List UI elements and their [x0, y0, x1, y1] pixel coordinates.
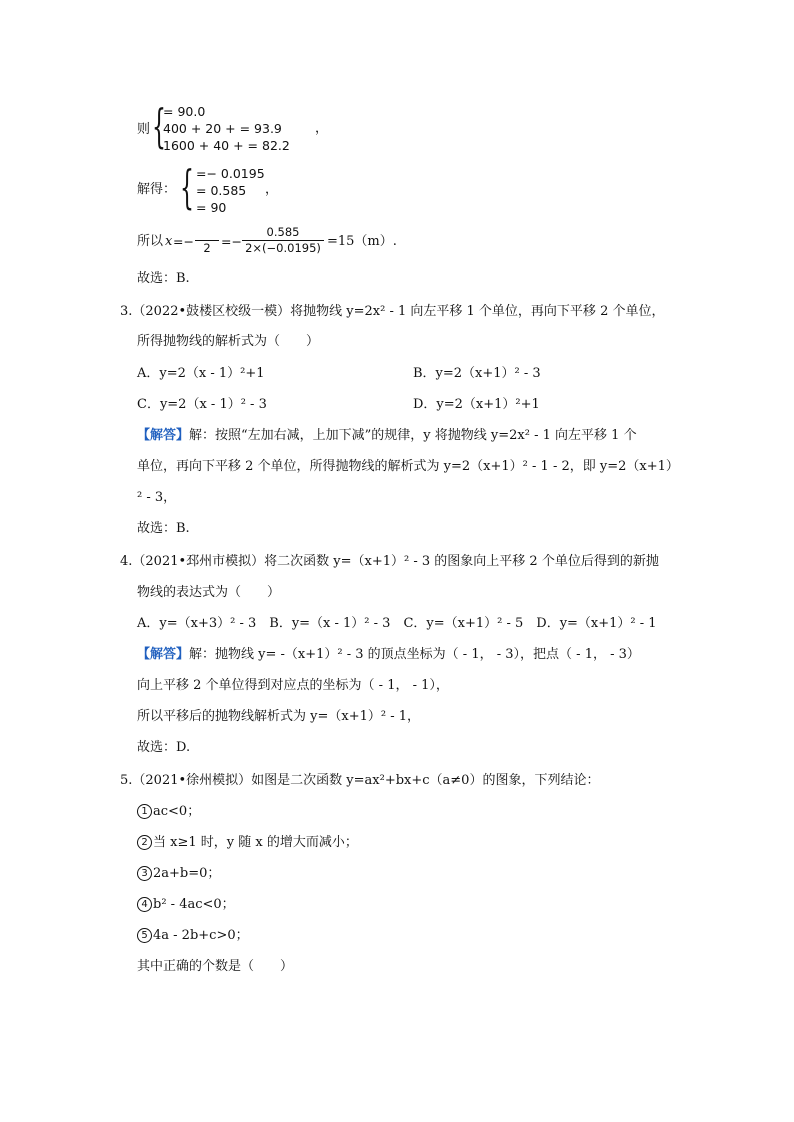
circled-number-3: 3 — [137, 866, 152, 881]
choose-answer-2: 故选：B. — [137, 271, 190, 286]
q4-options: A．y=（x+3）² - 3 B．y=（x - 1）² - 3 C．y=（x+1）² - 5 D．y=（x+1）² - 1 — [137, 616, 657, 631]
system2-prefix: 解得： — [137, 182, 177, 197]
solution-fraction-1 — [195, 225, 219, 256]
q5-item-4 — [137, 896, 235, 914]
circled-number-1: 1 — [137, 804, 152, 819]
q5-item-1-text: ac<0； — [153, 804, 201, 819]
solution-fraction-2 — [242, 225, 324, 256]
q3-answer-line-2: 单位，再向下平移 2 个单位，所得抛物线的解析式为 y=2（x+1）² - 1 - 2，即 y=2（x+1） — [137, 459, 679, 474]
q5-item-3 — [137, 865, 220, 883]
system2-row-3: = 90 — [196, 200, 227, 215]
system2-tail: ， — [265, 182, 279, 197]
circled-number-2: 2 — [137, 835, 152, 850]
system1-prefix: 则 — [137, 122, 151, 137]
q5-item-1 — [137, 803, 200, 821]
solution-fraction-1-den: 2 — [203, 241, 211, 255]
system1-row-1: = 90.0 — [163, 104, 206, 119]
q3-line-2: 所得抛物线的解析式为（ ） — [137, 334, 320, 349]
q5-item-3-text: 2a+b=0； — [153, 866, 221, 881]
q4-answer-tag: 【解答】 — [137, 647, 190, 662]
system1-row-2: 400 + 20 + = 93.9 — [163, 121, 282, 136]
q3-option-c: C．y=2（x - 1）² - 3 — [137, 397, 267, 412]
q3-option-b: B．y=2（x+1）² - 3 — [413, 366, 541, 381]
system1-row-3: 1600 + 40 + = 82.2 — [163, 138, 290, 153]
system2-brace: { — [180, 159, 195, 215]
q5-item-2-text: 当 x≥1 时，y 随 x 的增大而减小； — [153, 835, 358, 850]
q3-option-d: D．y=2（x+1）²+1 — [413, 397, 540, 412]
solution-eq2: =− — [221, 234, 242, 249]
q3-answer-line-1 — [137, 427, 637, 445]
q3-answer-tag: 【解答】 — [137, 428, 190, 443]
q3-answer-line-3: ² - 3， — [137, 490, 177, 505]
q4-line-2: 物线的表达式为（ ） — [137, 585, 281, 600]
q5-line-1: 5.（2021•徐州模拟）如图是二次函数 y=ax²+bx+c（a≠0）的图象，下列结论： — [120, 773, 600, 788]
circled-number-4: 4 — [137, 897, 152, 912]
q4-answer-line-2: 向上平移 2 个单位得到对应点的坐标为（ - 1， - 1）， — [137, 678, 449, 693]
system1-tail: ， — [315, 121, 329, 136]
q5-item-5-text: 4a - 2b+c>0； — [153, 928, 249, 943]
solution-fraction-2-num: 0.585 — [242, 225, 324, 241]
q5-question: 其中正确的个数是（ ） — [137, 959, 294, 974]
system2-row-2: = 0.585 — [196, 183, 247, 198]
circled-number-5: 5 — [137, 928, 152, 943]
solution-fraction-2-den: 2×(−0.0195) — [245, 241, 321, 255]
q5-item-5 — [137, 927, 249, 945]
q3-choose: 故选：B. — [137, 521, 190, 536]
solution-result: =15（m）. — [327, 234, 397, 249]
q3-answer-text-1: 解：按照“左加右减，上加下减”的规律，y 将抛物线 y=2x² - 1 向左平移 1 个 — [189, 428, 637, 443]
solution-eq1: =− — [173, 234, 194, 249]
q3-line-1: 3.（2022•鼓楼区校级一模）将抛物线 y=2x² - 1 向左平移 1 个单位，再向下平移 2 个单位， — [120, 304, 665, 319]
q4-answer-line-3: 所以平移后的抛物线解析式为 y=（x+1）² - 1， — [137, 709, 421, 724]
q4-choose: 故选：D. — [137, 740, 191, 755]
solution-variable: x — [165, 234, 173, 249]
q5-item-2 — [137, 834, 358, 852]
system1-brace: { — [152, 98, 167, 154]
q4-line-1: 4.（2021•邳州市模拟）将二次函数 y=（x+1）² - 3 的图象向上平移 2 个单位后得到的新抛 — [120, 554, 659, 569]
q5-item-4-text: b² - 4ac<0； — [153, 897, 235, 912]
q3-option-a: A．y=2（x - 1）²+1 — [137, 366, 265, 381]
q4-answer-line-1 — [137, 646, 640, 664]
q4-answer-text-1: 解：抛物线 y= -（x+1）² - 3 的顶点坐标为（ - 1， - 3），把点（ - 1， - 3） — [189, 647, 640, 662]
system2-row-1: =− 0.0195 — [196, 166, 265, 181]
solution-lead: 所以 — [137, 234, 164, 249]
